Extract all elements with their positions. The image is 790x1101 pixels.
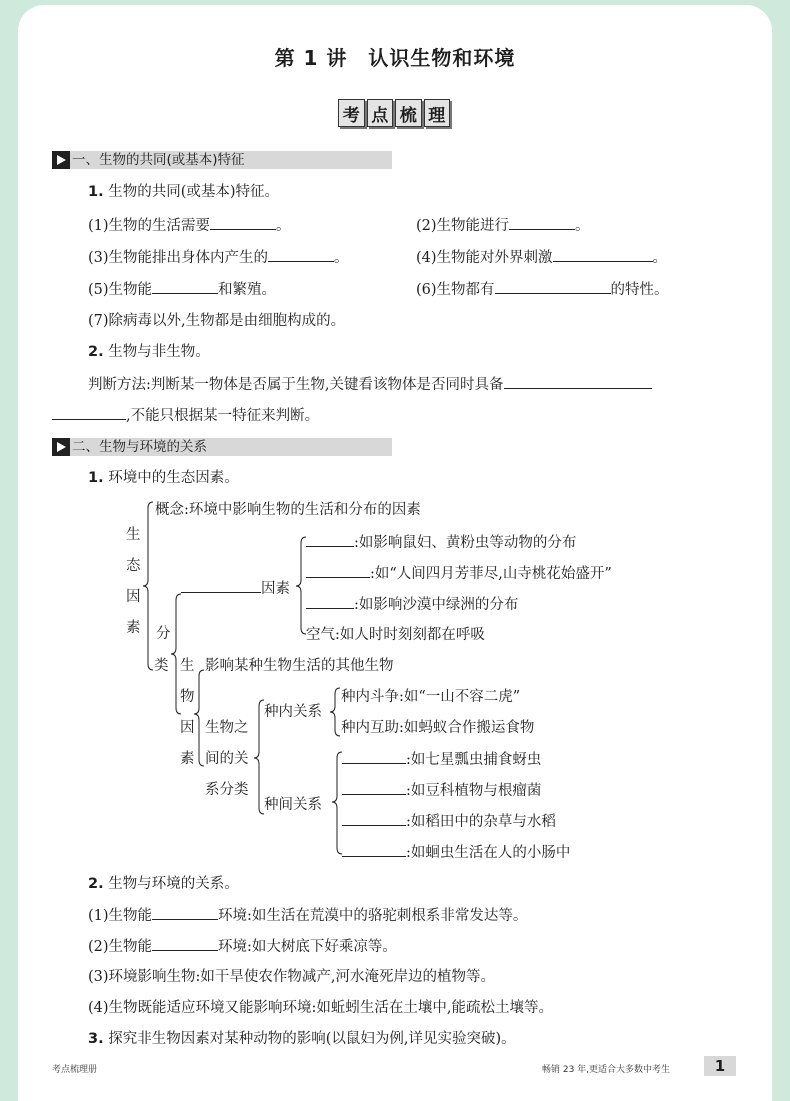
item-text: 生物的共同(或基本)特征。 [108,184,280,200]
interspecific-label: 种间关系 [264,797,322,813]
root-char: 生 [126,527,141,543]
text: 。 [334,250,349,266]
text: (4)生物能对外界刺激 [416,250,553,266]
page-number: 1 [704,1056,736,1076]
text: 和繁殖。 [218,282,277,298]
intraspecific-item-2: 种内互助:如蚂蚁合作搬运食物 [341,720,535,736]
relation-1 [88,905,527,926]
footer-left: 考点梳理册 [52,1065,98,1075]
item-number: 1. [88,184,104,200]
relation-label-line: 间的关 [205,751,249,767]
text: 环境:如大树底下好乘凉等。 [218,939,397,955]
brace-biotic [194,670,204,766]
abiotic-item-4: 空气:如人时时刻刻都在呼吸 [306,627,485,643]
relation-3: (3)环境影响生物:如干旱使农作物减产,河水淹死岸边的植物等。 [88,969,496,985]
brace-root [143,502,153,670]
interspecific-item-3 [342,811,556,832]
brace-abiotic [296,537,306,634]
section-heading-text: 二、生物与环境的关系 [72,439,207,455]
brace-inter [332,752,342,854]
relation-4: (4)生物既能适应环境又能影响环境:如蚯蚓生活在土壤中,能疏松土壤等。 [88,1000,554,1016]
section-heading-text: 一、生物的共同(或基本)特征 [72,152,245,168]
answer-blank[interactable] [342,749,406,764]
answer-blank[interactable] [342,811,406,826]
footer-slogan: 畅销 23 年,更适合大多数中考生 [542,1065,671,1075]
text: :如影响沙漠中绿洲的分布 [354,597,519,613]
text: 因素 [261,581,290,597]
text: 的特性。 [610,282,669,298]
answer-blank[interactable] [306,594,354,609]
relation-2 [88,936,397,957]
biotic-char: 生 [180,658,195,674]
badge-char: 梳 [395,99,422,127]
badge-char: 理 [424,99,451,127]
text: (2)生物能进行 [416,218,510,234]
text: (1)生物能 [88,908,153,924]
concept-text: 概念:环境中影响生物的生活和分布的因素 [155,502,421,518]
root-char: 态 [126,558,141,574]
feature-7: (7)除病毒以外,生物都是由细胞构成的。 [88,313,346,329]
text: 。 [575,218,590,234]
badge-char: 考 [338,99,365,127]
root-char: 素 [126,620,141,636]
item-number: 2. [88,876,104,892]
biotic-char: 素 [180,751,195,767]
answer-blank[interactable] [152,936,218,951]
answer-blank[interactable] [306,532,354,547]
abiotic-factor-label [181,578,290,599]
text: 。 [652,250,668,266]
text: (3)生物能排出身体内产生的 [88,250,269,266]
intraspecific-item-1: 种内斗争:如“一山不容二虎” [341,689,521,705]
text: :如豆科植物与根瘤菌 [406,783,542,799]
intraspecific-label: 种内关系 [264,704,322,720]
answer-blank[interactable] [306,563,370,578]
relation-label-line: 生物之 [205,720,249,736]
biotic-char: 因 [180,720,195,736]
text: (2)生物能 [88,939,153,955]
classification-char: 类 [154,658,169,674]
biotic-description: 影响某种生物生活的其他生物 [205,658,394,674]
text: :如影响鼠妇、黄粉虫等动物的分布 [354,535,577,551]
abiotic-item-2 [306,563,612,584]
answer-blank[interactable] [152,905,218,920]
relation-label-line: 系分类 [205,782,249,798]
text: (5)生物能 [88,282,153,298]
brace-intra [330,688,340,736]
interspecific-item-2 [342,780,541,801]
text: :如“人间四月芳菲尽,山寺桃花始盛开” [370,566,612,582]
item-text: 环境中的生态因素。 [108,470,239,486]
answer-blank[interactable] [342,780,406,795]
abiotic-item-3 [306,594,518,615]
item-text: 探究非生物因素对某种动物的影响(以鼠妇为例,详见实验突破)。 [108,1031,516,1047]
text: 。 [276,218,291,234]
badge-char: 点 [367,99,394,127]
s2-item-2-heading [88,874,239,894]
text: :如稻田中的杂草与水稻 [406,814,556,830]
root-char: 因 [126,589,141,605]
text: (6)生物都有 [416,282,495,298]
item-text: 生物与非生物。 [108,344,210,360]
s2-item-3-heading [88,1029,516,1049]
lesson-title: 第 1 讲 认识生物和环境 [274,46,516,70]
text: 判断方法:判断某一物体是否属于生物,关键看该物体是否同时具备 [88,377,504,393]
text: :如七星瓢虫捕食蚜虫 [406,752,542,768]
biotic-char: 物 [180,689,195,705]
text: ,不能只根据某一特征来判断。 [126,408,320,424]
classification-char: 分 [156,626,171,642]
interspecific-item-4 [342,842,570,863]
answer-blank[interactable] [181,578,261,593]
text: 环境:如生活在荒漠中的骆驼刺根系非常发达等。 [218,908,528,924]
item-number: 3. [88,1031,104,1047]
interspecific-item-1 [342,749,541,770]
item-number: 1. [88,470,104,486]
item-text: 生物与环境的关系。 [108,876,239,892]
abiotic-item-1 [306,532,576,553]
brace-relation [254,700,264,814]
text: (1)生物的生活需要 [88,218,211,234]
text: :如蛔虫生活在人的小肠中 [406,845,571,861]
item-number: 2. [88,344,104,360]
answer-blank[interactable] [342,842,406,857]
